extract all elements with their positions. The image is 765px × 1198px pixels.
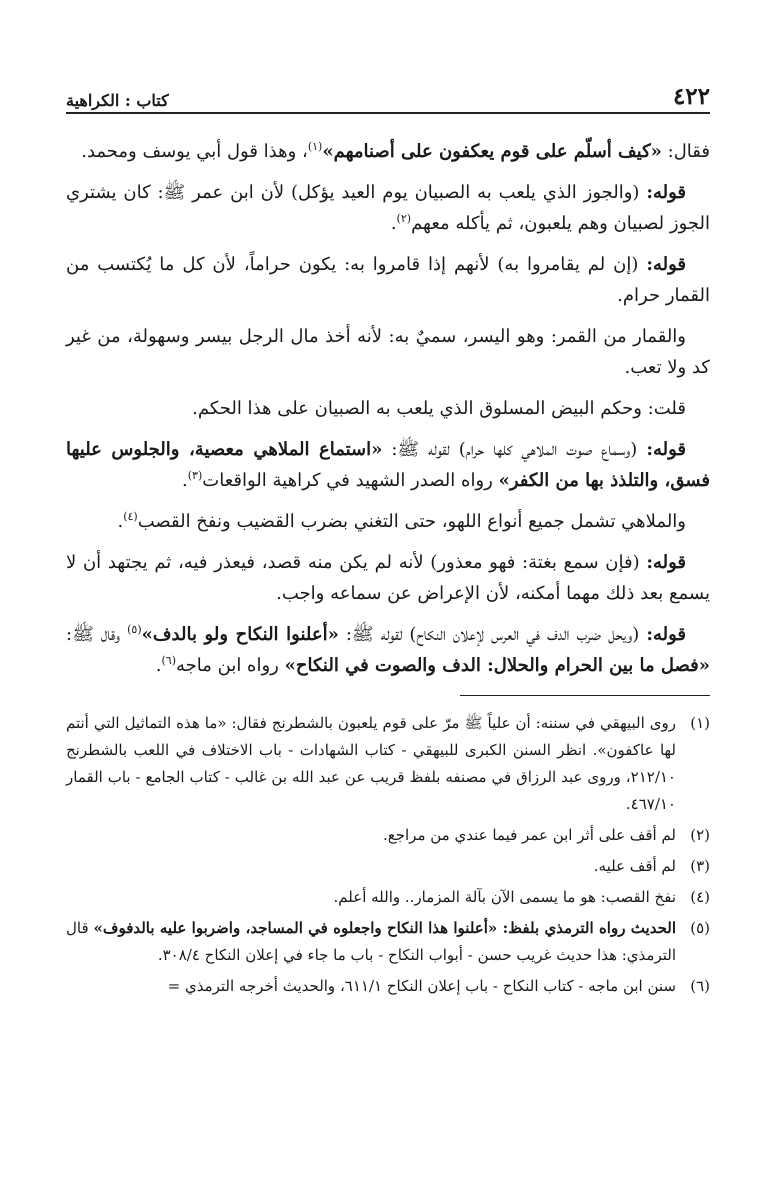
paragraph-2 xyxy=(66,177,710,239)
footnote-5 xyxy=(66,915,710,969)
paragraph-6-text: (وسماع صوت الملاهي كلها حرام) لقوله ﷺ: xyxy=(382,439,647,460)
footnote-ref: (٤) xyxy=(123,510,138,523)
book-page xyxy=(66,80,710,1004)
hadith-quote: «استماع الملاهي معصية، والجلوس عليها فسق، والتلذذ بها من الكفر» xyxy=(66,439,710,491)
page-header xyxy=(66,80,710,114)
paragraph-2-text: (والجوز الذي يلعب به الصبيان يوم العيد يؤكل) لأن ابن عمر ﷺ: كان يشتري الجوز لصبيان وهم يلعبون، ثم يأكله معهم xyxy=(66,182,710,234)
running-title: كتاب : الكراهية xyxy=(66,91,169,110)
paragraph-8-text: (فإن سمع بغتة: فهو معذور) لأنه لم يكن منه قصد، فيعذر فيه، ثم يجتهد أن لا يسمع بعد ذلك مهما أمكنه، لأن الإعراض عن سماعه واجب. xyxy=(66,552,710,604)
punctuation: . xyxy=(155,655,162,676)
footnote-separator xyxy=(460,695,710,696)
footnote-ref: (٣) xyxy=(187,469,203,482)
paragraph-8 xyxy=(66,547,710,609)
punctuation: . xyxy=(182,470,188,491)
main-text xyxy=(66,136,710,681)
footnote-text: نفخ القصب: هو ما يسمى الآن بآلة المزمار.. والله أعلم. xyxy=(333,888,676,906)
paragraph-4 xyxy=(66,321,710,383)
footnote-text xyxy=(66,915,676,969)
footnote-ref: (٢) xyxy=(396,212,412,225)
paragraph-3 xyxy=(66,249,710,311)
footnote-4 xyxy=(66,884,710,911)
footnote-source: قال الترمذي: هذا حديث غريب حسن - أبواب النكاح - باب ما جاء في إعلان النكاح ٣٠٨/٤. xyxy=(66,919,676,964)
footnote-ref: (١) xyxy=(307,140,323,153)
footnote-number: (٤) xyxy=(690,888,710,906)
footnote-ref: (٦) xyxy=(161,654,176,667)
footnote-2 xyxy=(66,822,710,849)
paragraph-1-tail: ، وهذا قول أبي يوسف ومحمد. xyxy=(81,141,308,162)
footnote-1 xyxy=(66,710,710,818)
qawluhu-label: قوله: xyxy=(646,439,686,460)
qawluhu-label: قوله: xyxy=(646,552,686,573)
footnote-ref: (٥) xyxy=(127,623,142,636)
paragraph-1-lead: فقال: xyxy=(661,141,710,162)
paragraph-3-text: (إن لم يقامروا به) لأنهم إذا قامروا به: يكون حراماً، لأن كل ما يُكتسب من القمار حرام. xyxy=(66,254,710,306)
paragraph-6-source: رواه الصدر الشهيد في كراهية الواقعات xyxy=(202,470,499,491)
paragraph-5-text: قلت: وحكم البيض المسلوق الذي يلعب به الصبيان على هذا الحكم. xyxy=(192,398,686,419)
footnote-3 xyxy=(66,853,710,880)
paragraph-9 xyxy=(66,619,710,681)
paragraph-9-text: (ويحل ضرب الدف في العرس لإعلان النكاح) لقوله ﷺ: xyxy=(338,624,647,645)
footnote-number: (٣) xyxy=(690,857,710,875)
footnote-number: (١) xyxy=(690,714,710,732)
footnotes xyxy=(66,710,710,1000)
paragraph-4-text: والقمار من القمر: وهو اليسر، سميٌ به: لأنه أخذ مال الرجل بيسر وسهولة، من غير كد ولا تعب. xyxy=(66,326,710,378)
qawluhu-label: قوله: xyxy=(646,182,686,203)
footnote-hadith: الحديث رواه الترمذي بلفظ: «أعلنوا هذا النكاح واجعلوه في المساجد، واضربوا عليه بالدفوف» xyxy=(93,919,676,937)
paragraph-6 xyxy=(66,434,710,496)
footnote-number: (٢) xyxy=(690,826,710,844)
punctuation: . xyxy=(390,213,397,234)
qawluhu-label: قوله: xyxy=(646,254,686,275)
footnote-number: (٦) xyxy=(690,977,710,995)
footnote-6 xyxy=(66,973,710,1000)
footnote-text: لم أقف على أثر ابن عمر فيما عندي من مراجع. xyxy=(382,826,676,844)
footnote-number: (٥) xyxy=(690,919,710,937)
paragraph-7 xyxy=(66,506,710,537)
footnote-text: روى البيهقي في سننه: أن علياً ﷺ مرّ على قوم يلعبون بالشطرنج فقال: «ما هذه التماثيل التي أنتم لها عاكفون». انظر السنن الكبرى للبيهقي - كتاب الشهادات - باب الاختلاف في اللعب بالشطرنج ٢١٢/١٠، وروى عبد الرزاق في مصنفه بلفظ قريب عن عبد الله بن غالب - كتاب الجامع - باب القمار ٤٦٧/١٠. xyxy=(66,714,676,813)
paragraph-7-text: والملاهي تشمل جميع أنواع اللهو، حتى التغني بضرب القضيب ونفخ القصب xyxy=(137,511,686,532)
footnote-text: سنن ابن ماجه - كتاب النكاح - باب إعلان النكاح ٦١١/١، والحديث أخرجه الترمذي = xyxy=(167,977,676,995)
hadith-quote: «أعلنوا النكاح ولو بالدف» xyxy=(141,624,339,645)
page-number: ٤٢٢ xyxy=(672,83,710,110)
hadith-quote: «فصل ما بين الحرام والحلال: الدف والصوت في النكاح» xyxy=(284,655,710,676)
paragraph-1 xyxy=(66,136,710,167)
paragraph-9-source: رواه ابن ماجه xyxy=(176,655,285,676)
paragraph-9-text: وقال ﷺ: xyxy=(66,624,128,645)
footnote-text: لم أقف عليه. xyxy=(593,857,676,875)
hadith-quote: «كيف أسلّم على قوم يعكفون على أصنامهم» xyxy=(322,141,662,162)
paragraph-5 xyxy=(66,393,710,424)
qawluhu-label: قوله: xyxy=(646,624,686,645)
punctuation: . xyxy=(117,511,124,532)
